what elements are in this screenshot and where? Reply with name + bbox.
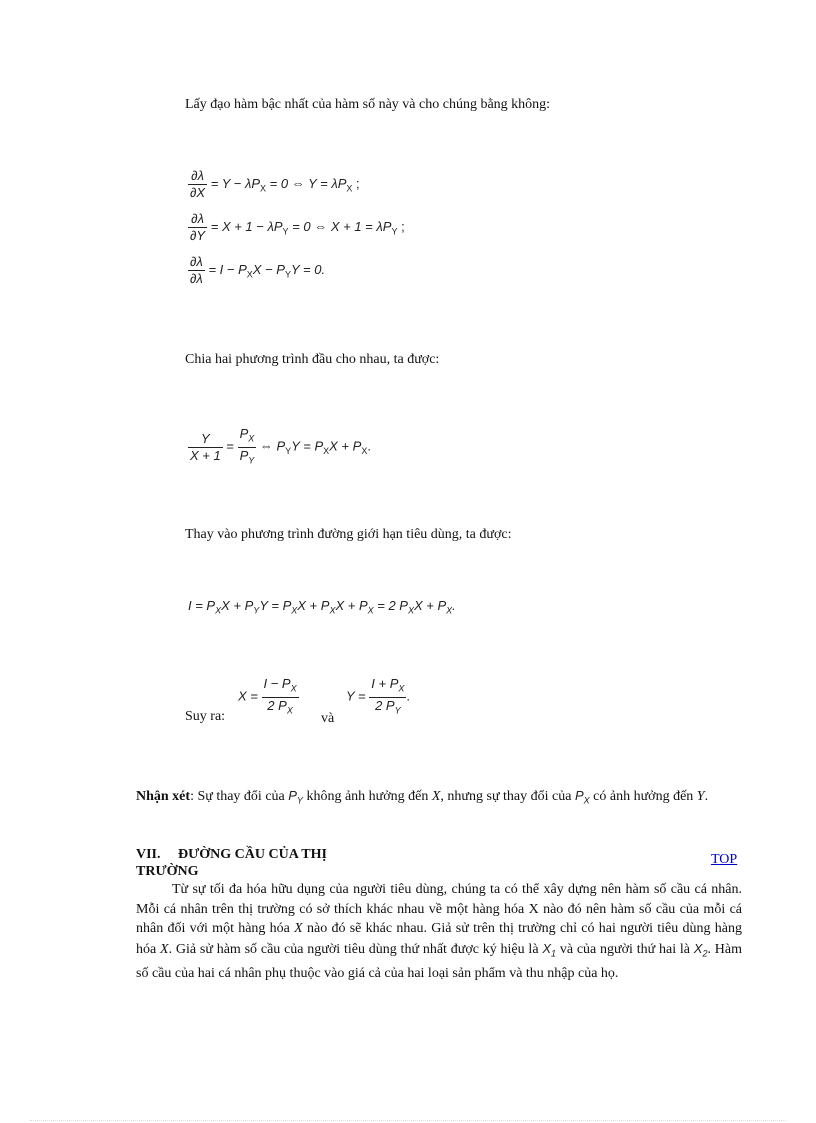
- eq6-ynum: I + P: [371, 676, 399, 691]
- eq4-tail-sub3: X: [361, 446, 368, 457]
- thay-text: Thay vào phương trình đường giới hạn tiêu dùng, ta được:: [185, 527, 512, 542]
- eq2-end: ;: [397, 218, 405, 234]
- eq4-rnum: P: [239, 426, 249, 441]
- nhanxet-paragraph: [136, 786, 742, 811]
- eq5-g: X + P: [413, 598, 447, 613]
- eq1-sub2: X: [346, 183, 353, 194]
- eq2-body: = X + 1 − λP: [210, 218, 283, 234]
- nhanxet-t4: có ảnh hưởng đến: [593, 789, 694, 804]
- eq5-h: .: [452, 598, 456, 613]
- para-p1: Từ sự tối đa hóa hữu dụng của người tiêu dùng, chúng ta có thể xây dựng nên hàm số cầu cá nhân. Mỗi cá nhân trên thị trường có sở thích khác nhau về một hàng hóa X nào đó nên hàm số cầu của mỗi cá nhân đối với một hàng hóa: [136, 882, 742, 936]
- nhanxet-label: Nhận xét: [136, 789, 191, 804]
- para-p3: . Giả sử hàm số cầu của người tiêu dùng thứ nhất được ký hiệu là: [168, 941, 539, 957]
- intro-text: Lấy đạo hàm bậc nhất của hàm số này và cho chúng bằng không:: [185, 97, 551, 112]
- eq1-mid: = 0 ⇔ Y = λP: [266, 175, 347, 191]
- eq1-num: ∂λ: [188, 168, 207, 185]
- eq5-s6: X: [407, 605, 414, 616]
- eq4-eqsign: =: [226, 438, 234, 454]
- eq6-xden: 2 P: [267, 697, 287, 713]
- eq4-lnum: Y: [188, 431, 223, 448]
- eq2-mid: = 0 ⇔ X + 1 = λP: [288, 218, 392, 234]
- eq2-sub1: Y: [282, 226, 289, 237]
- eq4-rden-sub: Y: [248, 455, 255, 466]
- para-p5: . Hàm số cầu của hai cá nhân phụ thuộc vào giá cả của hai loại sản phẩm và thu nhập của họ.: [136, 941, 742, 981]
- nhanxet-t1: : Sự thay đổi của: [190, 789, 285, 804]
- equation-3: [188, 254, 325, 287]
- eq2-sub2: Y: [391, 226, 398, 237]
- eq1-body: = Y − λP: [210, 175, 261, 191]
- eq1-den: ∂X: [190, 185, 206, 200]
- eq4-tail3: X + P: [329, 438, 362, 454]
- eq5-s5: X: [367, 605, 374, 616]
- eq1-end: ;: [352, 175, 360, 191]
- page-bottom-divider: [30, 1120, 786, 1121]
- para-x1: X: [294, 921, 303, 936]
- eq5-f: = 2 P: [373, 598, 408, 613]
- va-text: và: [321, 711, 335, 726]
- section-title-line1: ĐƯỜNG CẦU CỦA THỊ: [178, 847, 327, 862]
- eq6-xden-sub: X: [286, 705, 293, 716]
- eq3-num: ∂λ: [190, 254, 203, 269]
- eq4-tail1: ⇔ P: [259, 438, 286, 454]
- eq5-a: I = P: [188, 598, 216, 613]
- eq3-mid: X − P: [252, 261, 285, 277]
- para-p4: và của người thứ hai là: [559, 941, 690, 957]
- nhanxet-y: Y: [696, 789, 705, 804]
- eq2-num: ∂λ: [188, 211, 207, 228]
- eq5-b: X + P: [221, 598, 254, 613]
- eq5-s7: X: [446, 605, 453, 616]
- para-x2: X: [160, 941, 169, 957]
- eq6-xl: X =: [238, 688, 258, 704]
- eq5-s2: Y: [253, 605, 260, 616]
- eq5-c: Y = P: [259, 598, 292, 613]
- eq4-tail-sub2: X: [323, 446, 330, 457]
- para-X1: $X_1$: [542, 940, 557, 959]
- eq6-yl: Y =: [346, 688, 366, 704]
- para-X2: $X_2$: [693, 940, 708, 959]
- eq3-sub2: Y: [284, 269, 291, 280]
- eq6-yden-sub: Y: [394, 705, 401, 716]
- eq5-d: X + P: [297, 598, 330, 613]
- eq4-tail-sub1: Y: [285, 446, 292, 457]
- chia-text: Chia hai phương trình đầu cho nhau, ta được:: [185, 352, 440, 367]
- eq5-s1: X: [215, 605, 222, 616]
- equation-6-x: [238, 676, 299, 718]
- eq4-rnum-sub: X: [248, 433, 255, 444]
- eq1-sub1: X: [260, 183, 267, 194]
- nhanxet-py: $P_Y$: [288, 788, 303, 806]
- eq4-rden: P: [239, 447, 249, 463]
- nhanxet-t5: .: [704, 789, 709, 804]
- nhanxet-px: $P_X$: [574, 788, 590, 806]
- para-p2: nào đó sẽ khác nhau. Giả sử trên thị trường chỉ có hai người tiêu dùng hàng hóa: [136, 921, 743, 957]
- eq5-s4: X: [329, 605, 336, 616]
- eq3-body: = I − P: [208, 261, 247, 277]
- eq4-tail4: .: [367, 438, 371, 454]
- section-number: VII.: [136, 847, 161, 862]
- equation-1: [188, 168, 360, 201]
- eq6-ynum-sub: X: [398, 683, 405, 694]
- nhanxet-t3: , nhưng sự thay đổi của: [440, 789, 572, 804]
- nhanxet-t2: không ảnh hưởng đến: [306, 789, 429, 804]
- eq3-den: ∂λ: [190, 271, 203, 286]
- eq5-e: X + P: [335, 598, 368, 613]
- nhanxet-x: X: [431, 789, 441, 804]
- eq4-tail2: Y = P: [291, 438, 324, 454]
- eq6-dot: .: [406, 688, 411, 704]
- eq3-end: Y = 0.: [290, 261, 326, 277]
- eq2-den: ∂Y: [190, 228, 206, 243]
- section-heading: [136, 846, 327, 880]
- eq3-sub1: X: [246, 269, 253, 280]
- eq6-xnum: I − P: [263, 676, 291, 691]
- suyra-text: Suy ra:: [185, 709, 226, 724]
- equation-5: [188, 598, 456, 616]
- equation-2: [188, 211, 405, 244]
- equation-4: [188, 426, 371, 468]
- equation-6-y: [346, 676, 410, 718]
- body-paragraph: [136, 880, 742, 983]
- eq6-yden: 2 P: [375, 697, 395, 713]
- eq5-s3: X: [291, 605, 298, 616]
- section-title-line2: TRƯỜNG: [136, 864, 199, 879]
- eq6-xnum-sub: X: [290, 683, 297, 694]
- top-link[interactable]: TOP: [711, 852, 738, 867]
- eq4-lden: X + 1: [190, 447, 221, 463]
